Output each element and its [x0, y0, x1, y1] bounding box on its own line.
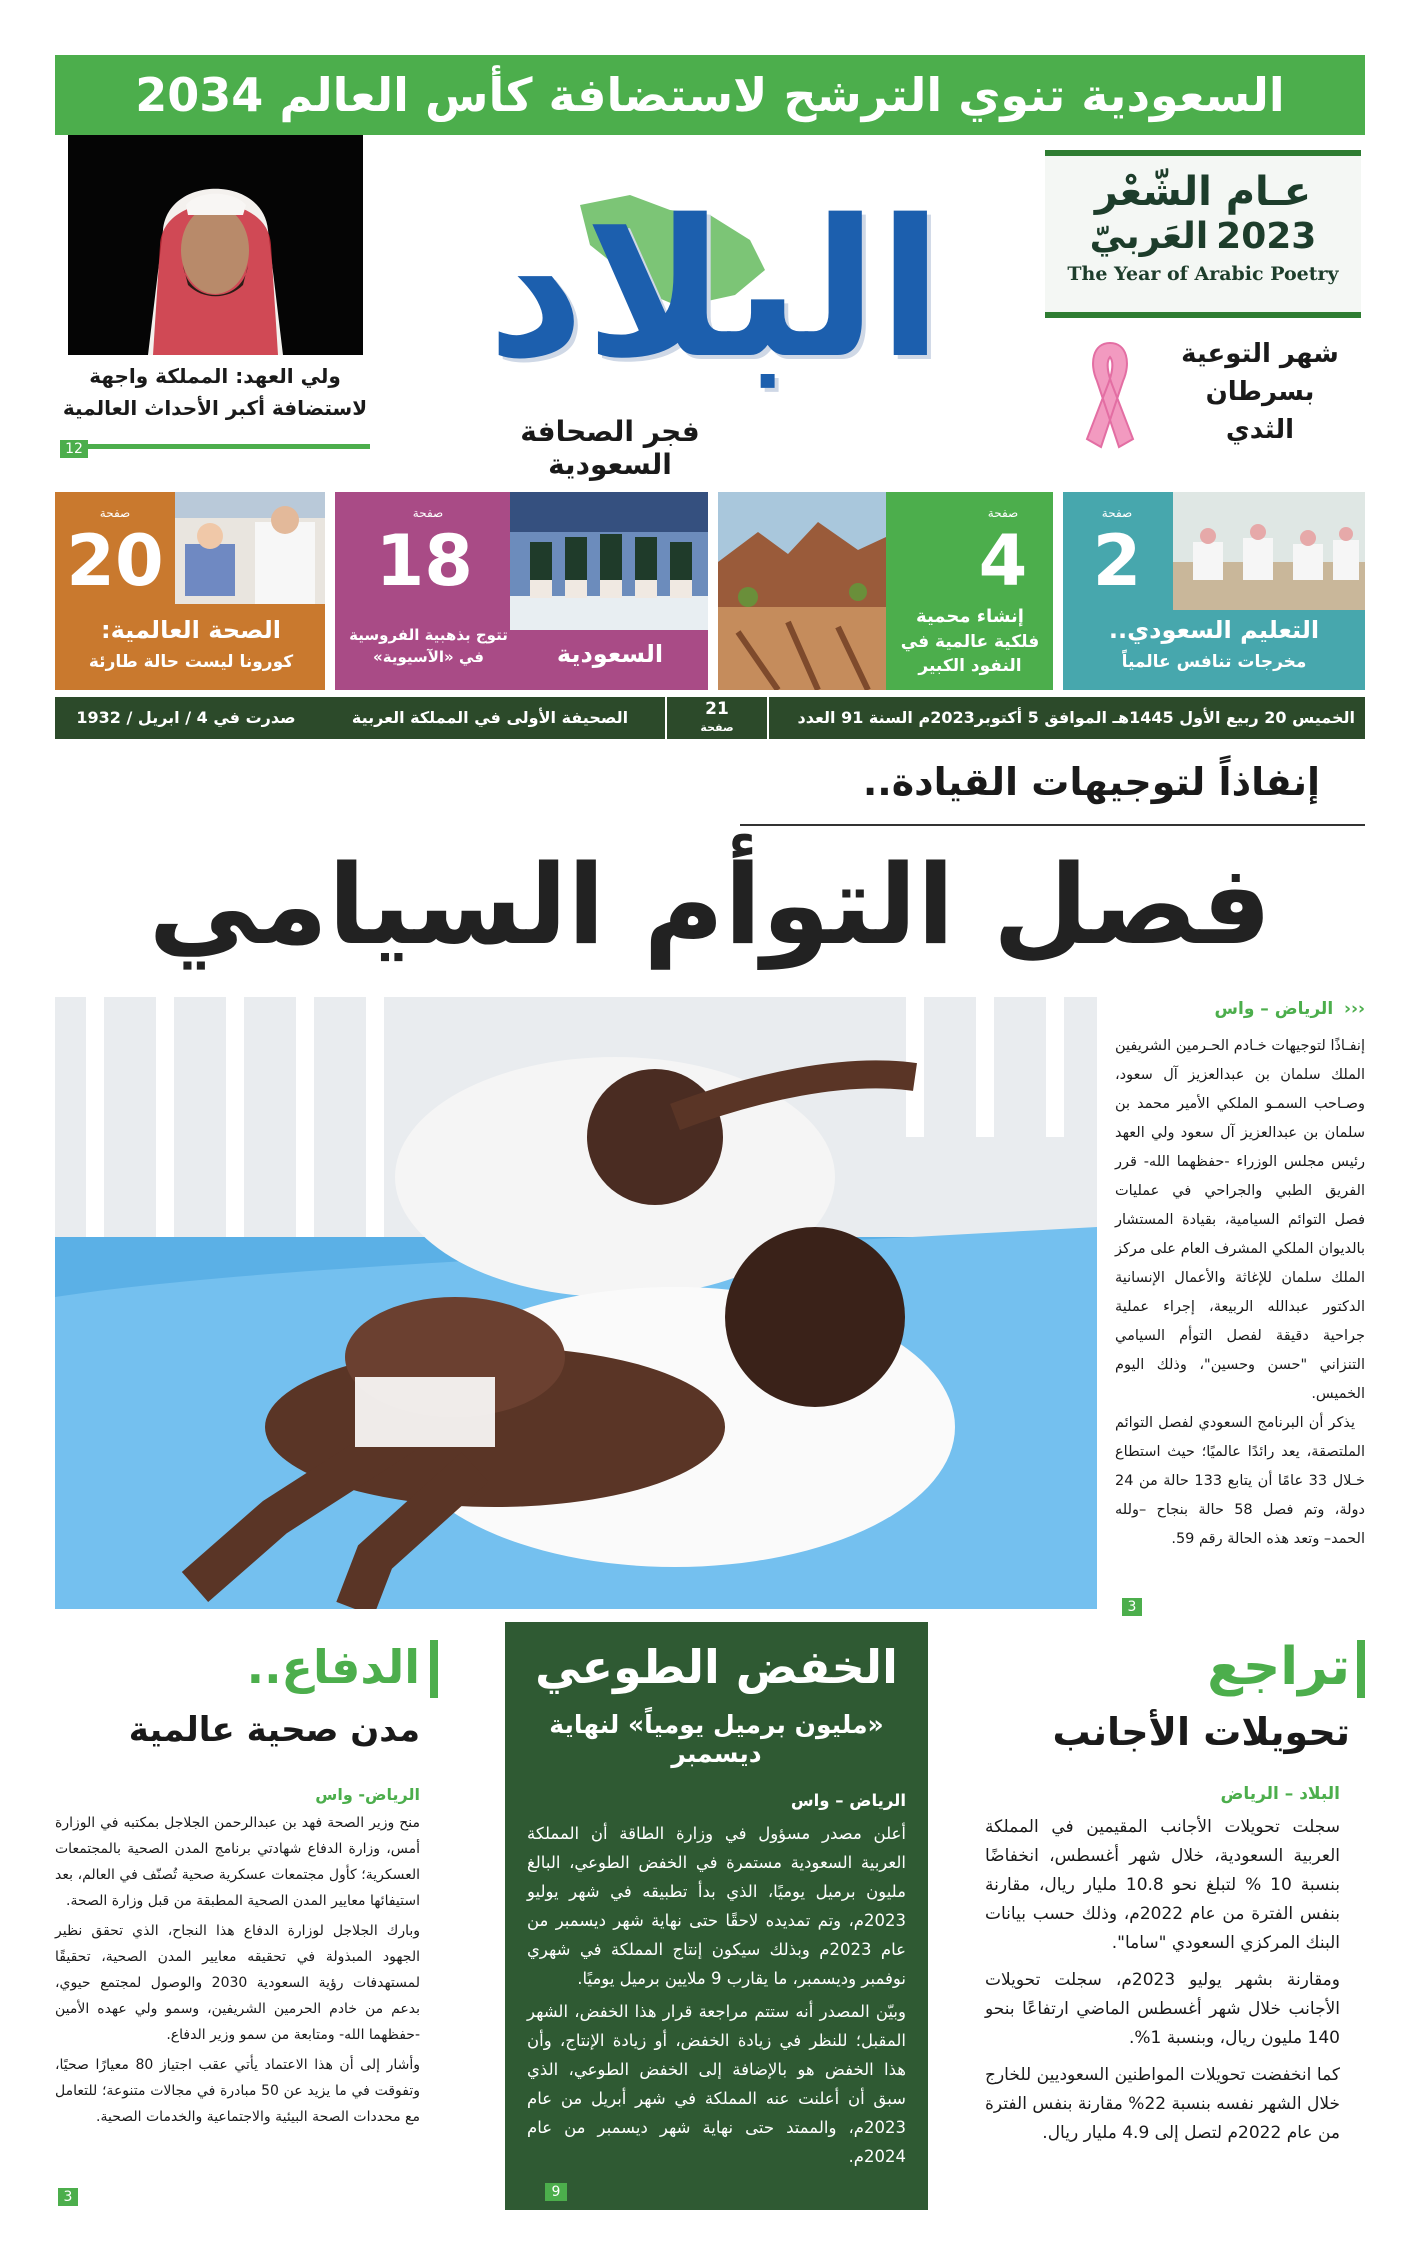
poetry-year: 2023: [1216, 216, 1317, 257]
remit-dateline: البلاد – الرياض: [1220, 1784, 1340, 1804]
teaser-who[interactable]: [55, 492, 325, 690]
teaser-title: السعودية: [556, 640, 664, 668]
poetry-ar-line2: العَربيّ: [1089, 216, 1209, 257]
oil-box: [505, 1622, 928, 2210]
pink-ribbon-icon: [1075, 335, 1145, 455]
defense-dateline: الرياض- واس: [315, 1785, 420, 1804]
remit-accent-bar: [1357, 1640, 1365, 1698]
classroom-photo: [1173, 492, 1365, 610]
defense-paragraph-3: وأشار إلى أن هذا الاعتماد يأتي عقب اجتياز 80 معيارًا صحيًا، وتفوقت في ما يزيد عن 50 مبادرة في مجالات متنوعة؛ للتعامل مع محددات الصحة البيئية والاجتماعية والخدمات الصحية.: [55, 2057, 421, 2125]
teaser-subtitle: فلكية عالمية في النفود الكبير: [900, 632, 1040, 676]
newspaper-slogan: فجر الصحافة السعودية: [520, 415, 700, 481]
defense-paragraph-2: وبارك الجلاجل لوزارة الدفاع هذا النجاح، الذي تحقق نظير الجهود المبذولة في تحقيقه معايير المدن الصحية، تحقيقًا لمستهدفات رؤية السعودية 2030 والوصول لمجتمع حيوي، بدعم من خادم الحرمين الشريفين، وسمو ولي عهده الأمين -حفظهما الله- ومتابعة من سمو وزير الدفاع.: [55, 1923, 420, 2043]
newspaper-logo: البلاد: [487, 179, 943, 400]
kicker-rule: [740, 824, 1365, 826]
defense-title: الدفاع..: [246, 1640, 420, 1694]
first-newspaper: الصحيفة الأولى في المملكة العربية السعودية: [351, 708, 629, 769]
twins-photo: [55, 997, 1097, 1609]
founded-date: صدرت في 4 / ابريل / 1932: [76, 708, 296, 727]
teaser-subtitle: تتوج بذهبية الفروسية في «الآسيوية»: [349, 626, 508, 666]
teaser-subtitle: كورونا ليست حالة طارئة: [88, 652, 294, 672]
oil-paragraph-1: أعلن مصدر مسؤول في وزارة الطاقة أن المملكة العربية السعودية مستمرة في الخفض الطوعي، البالغ مليون برميل يوميًا، الذي بدأ تطبيقه في شهر يوليو 2023م، وتم تمديده لاحقًا حتى نهاية شهر ديسمبر من عام 2023م وبذلك سيكون إنتاج المملكة في شهري نوفمبر وديسمبر، ما يقارب 9 ملايين برميل يوميًا.: [527, 1824, 906, 1988]
doctor-child-photo: [175, 492, 325, 604]
teaser-page-number: 4: [978, 520, 1028, 602]
crown-page-chip: 12: [60, 440, 88, 458]
defense-subtitle: مدن صحية عالمية: [128, 1710, 420, 1750]
teaser-page-number: 18: [375, 520, 473, 602]
crown-prince-caption: [60, 360, 370, 424]
cancer-line1: شهر التوعية: [1181, 339, 1339, 369]
defense-paragraph-1: منح وزير الصحة فهد بن عبدالرحمن الجلاجل بمكتبه في الوزارة أمس، وزارة الدفاع شهادتي برنامج المدن الصحية بالمجتمعات العسكرية؛ كأول مجتمعات عسكرية صحية تُصنّف في العالم، بعد استيفائها معايير المدن الصحية المطبقة من قبل وزارة الصحة.: [55, 1815, 420, 1909]
teaser-page-label: صفحة: [412, 506, 444, 520]
remit-subtitle: تحويلات الأجانب: [1052, 1710, 1350, 1754]
pages-count: 21: [705, 699, 729, 719]
oil-paragraph-2: وبيّن المصدر أنه ستتم مراجعة قرار هذا الخفض، الشهر المقبل؛ للنظر في زيادة الخفض، أو زيادة الإنتاج، وأن هذا الخفض هو بالإضافة إلى الخفض الطوعي، الذي سبق أن أعلنت عنه المملكة في شهر أبريل من عام 2023م، والممتد حتى نهاية شهر ديسمبر من عام 2024م.: [527, 2002, 906, 2166]
cancer-line3: الثدي: [1225, 415, 1295, 445]
teaser-page-label: صفحة: [1101, 506, 1133, 520]
defense-page-chip: 3: [58, 2188, 78, 2206]
teaser-subtitle: مخرجات تنافس عالمياً: [1121, 652, 1307, 672]
teaser-page-label: صفحة: [987, 506, 1019, 520]
date-bar: [55, 697, 1365, 769]
lead-paragraph-1: إنفـاذًا لتوجيهات خـادم الحـرمين الشريفين الملك سلمان بن عبدالعزيز آل سعود، وصـاحب السمـو الملكي الأمير محمد بن سلمان بن عبدالعزيز آل سعود ولي العهد رئيس مجلس الوزراء -حفظهما الله- قرر الفريق الطبي والجراحي في عمليات فصل التوائم السيامية، بقيادة المستشار بالديوان الملكي المشرف العام على مركز الملك سلمان للإغاثة والأعمال الإنسانية الدكتور عبدالله الربيعة، إجراء عملية جراحية دقيقة لفصل التوأم السيامي التنزاني "حسن وحسين"، وذلك اليوم الخميس.: [1115, 1038, 1365, 1402]
defense-article: [55, 1782, 420, 2130]
teaser-equestrian[interactable]: [335, 492, 708, 690]
lead-paragraph-2: يذكر أن البرنامج السعودي لفصل التوائم الملتصقة، يعد رائدًا عالميًا؛ حيث استطاع خـلال 33 عامًا أن يتابع 133 حالة من 24 دولة، وتم فصل 58 حالة بنجاح –ولله الحمد– وتعد هذه الحالة رقم 59.: [1115, 1415, 1365, 1547]
equestrian-podium-photo: [510, 492, 708, 630]
remit-paragraph-1: سجلت تحويلات الأجانب المقيمين في المملكة العربية السعودية، خلال شهر أغسطس، انخفاضًا بنسبة 10 % لتبلغ نحو 10.8 مليار ريال، مقارنة بنفس الفترة من عام 2022م، وذلك حسب بيانات البنك المركزي السعودي "ساما".: [985, 1817, 1340, 1953]
crown-prince-photo: [68, 135, 363, 355]
remit-paragraph-2: ومقارنة بشهر يوليو 2023م، سجلت تحويلات الأجانب خلال شهر أغسطس الماضي ارتفاعًا بنحو 140 مليون ريال، وبنسبة 1%.: [985, 1970, 1340, 2048]
breast-cancer-month: [1165, 335, 1355, 449]
lead-article: [1115, 995, 1365, 1554]
oil-subtitle: «مليون برميل يومياً» لنهاية ديسمبر: [549, 1710, 884, 1768]
remit-title: تراجع: [1207, 1637, 1350, 1697]
headline-kicker: إنفاذاً لتوجيهات القيادة..: [862, 760, 1320, 804]
caption-underline: [60, 444, 370, 449]
chevrons-icon: ‹‹‹: [1343, 999, 1365, 1019]
oil-page-chip: 9: [545, 2183, 567, 2201]
teaser-title: الصحة العالمية:: [101, 616, 281, 644]
teaser-title: إنشاء محمية: [916, 606, 1024, 627]
remit-article: [985, 1780, 1340, 2148]
crown-caption-line2: لاستضافة أكبر الأحداث العالمية: [62, 396, 368, 420]
lead-page-chip: 3: [1122, 1598, 1142, 1616]
lead-dateline: الرياض – واس: [1214, 999, 1334, 1019]
crown-caption-line1: ولي العهد: المملكة واجهة: [89, 364, 341, 388]
oil-title: الخفض الطوعي: [535, 1640, 898, 1694]
poetry-ar-line1: عـام الشّعْر: [1094, 169, 1312, 215]
top-banner: السعودية تنوي الترشح لاستضافة كأس العالم 2034: [55, 55, 1365, 135]
teaser-page-label: صفحة: [99, 506, 131, 520]
issue-date: الخميس 20 ربيع الأول 1445هـ الموافق 5 أكتوبر2023م السنة 91 العدد 23997: [797, 708, 1355, 769]
pages-label: صفحة: [700, 721, 734, 734]
teaser-page-number: 2: [1092, 520, 1142, 602]
cancer-line2: بسرطان: [1205, 377, 1315, 407]
teaser-education[interactable]: [1063, 492, 1365, 690]
defense-accent-bar: [430, 1640, 438, 1698]
remit-paragraph-3: كما انخفضت تحويلات المواطنين السعوديين للخارج خلال الشهر نفسه بنسبة 22% مقارنة بنفس الفترة من عام 2022م لتصل إلى 4.9 مليار ريال.: [985, 2065, 1340, 2143]
oil-dateline: الرياض – واس: [790, 1791, 906, 1810]
teaser-reserve[interactable]: [718, 492, 1053, 690]
desert-photo: [718, 492, 886, 690]
teaser-page-number: 20: [66, 520, 164, 602]
year-of-arabic-poetry-logo: [1045, 150, 1361, 318]
main-headline: فصل التوأم السيامي: [148, 841, 1272, 969]
poetry-en: The Year of Arabic Poetry: [1067, 263, 1339, 285]
teaser-title: التعليم السعودي..: [1108, 616, 1320, 644]
